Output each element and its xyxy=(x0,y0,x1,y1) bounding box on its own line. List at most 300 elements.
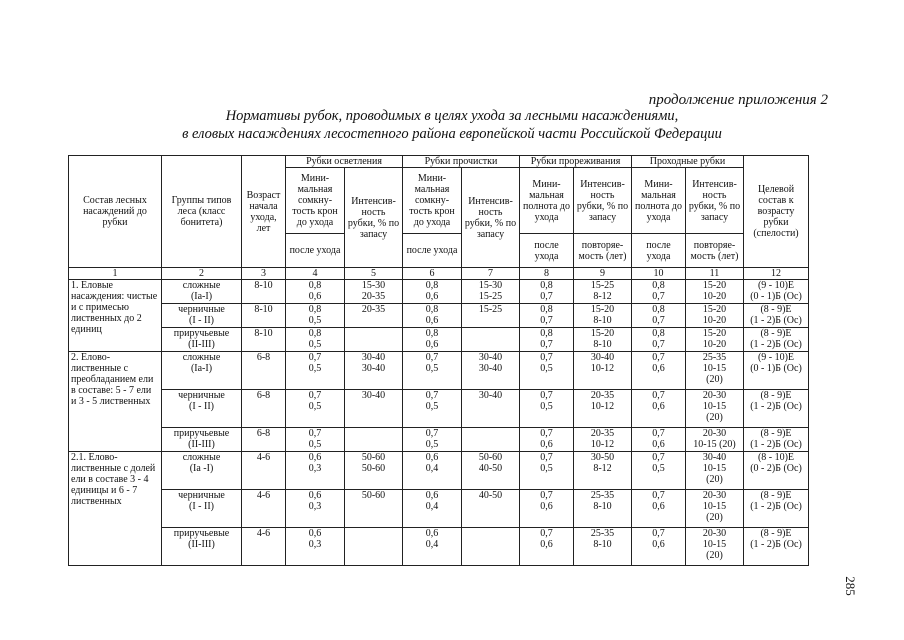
cell-line: 0,4 xyxy=(425,539,439,550)
cell-line: 10-20 xyxy=(702,315,727,326)
header-min-closure-1: Мини-мальная сомкну-тость крон до ухода xyxy=(286,168,345,234)
start-age-cell: 8-10 xyxy=(242,280,286,304)
cell-line: 0,8 xyxy=(308,304,322,315)
value-cell-c4 xyxy=(286,490,345,528)
cell-line: 0,8 xyxy=(425,304,439,315)
value-cell-c5 xyxy=(345,304,403,328)
cell-line: 20-30 xyxy=(702,428,727,439)
value-cell-c9 xyxy=(574,528,632,566)
value-cell-c5 xyxy=(345,490,403,528)
value-cell-c7 xyxy=(462,528,520,566)
cell-line: 0,7 xyxy=(652,339,665,350)
cell-line: 0,8 xyxy=(308,280,322,291)
start-age-cell: 4-6 xyxy=(242,490,286,528)
column-number: 6 xyxy=(403,268,462,280)
value-cell-c9 xyxy=(574,428,632,452)
header-after-care-4: после ухода xyxy=(632,234,686,268)
cell-line: 0,8 xyxy=(652,328,665,339)
cell-line: (Ia -I) xyxy=(189,463,214,474)
value-cell-c12 xyxy=(744,528,809,566)
cell-line: (20) xyxy=(706,374,723,385)
cell-line: (1 - 2)Б (Ос) xyxy=(750,539,802,550)
header-composition: Состав лесных насаждений до рубки xyxy=(69,156,162,268)
header-prokhodnye: Проходные рубки xyxy=(632,156,744,168)
cell-line: черничные xyxy=(178,390,225,401)
cell-line: 0,7 xyxy=(540,428,553,439)
value-cell-c6 xyxy=(403,280,462,304)
cell-line: 0,6 xyxy=(652,363,665,374)
cell-line: 10-15 xyxy=(702,463,727,474)
cell-line: приручьевые xyxy=(173,328,230,339)
cell-line: 0,7 xyxy=(652,390,665,401)
cell-line xyxy=(347,501,400,512)
cell-line: 30-40 xyxy=(702,452,727,463)
cell-line: 0,6 xyxy=(425,490,439,501)
appendix-label: продолжение приложения 2 xyxy=(648,92,828,108)
cell-line: 0,7 xyxy=(652,291,665,302)
column-number: 10 xyxy=(632,268,686,280)
cell-line: 0,8 xyxy=(652,280,665,291)
cell-line: (9 - 10)Е xyxy=(757,352,795,363)
cell-line: 15-25 xyxy=(590,280,615,291)
forest-type-cell xyxy=(162,304,242,328)
value-cell-c7 xyxy=(462,490,520,528)
cell-line: 15-20 xyxy=(702,280,727,291)
cell-line: 0,8 xyxy=(308,328,322,339)
cell-line: (8 - 9)Е xyxy=(760,528,792,539)
cell-line: 0,6 xyxy=(652,401,665,412)
cell-line: 20-35 xyxy=(590,390,615,401)
column-number: 1 xyxy=(69,268,162,280)
section-composition: 1. Еловые насаждения: чистые и с примесью лиственных до 2 единиц xyxy=(69,280,162,352)
value-cell-c5 xyxy=(345,452,403,490)
cell-line: 30-40 xyxy=(361,352,386,363)
forest-type-cell xyxy=(162,280,242,304)
cell-line xyxy=(464,339,517,350)
cell-line: 0,7 xyxy=(540,452,553,463)
cell-line: 30-40 xyxy=(478,363,503,374)
cell-line: 0,5 xyxy=(308,439,322,450)
cell-line: 0,8 xyxy=(540,280,553,291)
cell-line: (20) xyxy=(706,550,723,561)
cell-line: 10-15 xyxy=(702,363,727,374)
table-row xyxy=(69,528,809,566)
value-cell-c9 xyxy=(574,352,632,390)
column-number: 9 xyxy=(574,268,632,280)
cell-line xyxy=(464,315,517,326)
cell-line xyxy=(464,328,517,339)
cell-line: 25-35 xyxy=(590,490,615,501)
header-intensity-3: Интенсив-ность рубки, % по запасу xyxy=(574,168,632,234)
cell-line: сложные xyxy=(182,352,221,363)
value-cell-c7 xyxy=(462,390,520,428)
value-cell-c12 xyxy=(744,328,809,352)
cell-line: 25-35 xyxy=(702,352,727,363)
value-cell-c8 xyxy=(520,452,574,490)
value-cell-c5 xyxy=(345,352,403,390)
header-after-care-3: после ухода xyxy=(520,234,574,268)
header-forest-groups: Группы типов леса (класс бонитета) xyxy=(162,156,242,268)
section-composition: 2.1. Елово-лиственные с долей ели в составе 3 - 4 единицы и 6 - 7 лиственных xyxy=(69,452,162,566)
cell-line: 0,7 xyxy=(308,352,322,363)
cell-line: 15-30 xyxy=(478,280,503,291)
value-cell-c6 xyxy=(403,328,462,352)
value-cell-c5 xyxy=(345,528,403,566)
cell-line: 10-12 xyxy=(590,439,615,450)
header-repeatability-1: повторяе-мость (лет) xyxy=(574,234,632,268)
value-cell-c9 xyxy=(574,452,632,490)
value-cell-c10 xyxy=(632,280,686,304)
value-cell-c11 xyxy=(686,490,744,528)
cell-line: 10-15 xyxy=(702,539,727,550)
cell-line: 30-40 xyxy=(361,363,386,374)
cell-line: 0,5 xyxy=(308,401,322,412)
cell-line: 10-20 xyxy=(702,291,727,302)
cell-line: 8-10 xyxy=(593,315,612,326)
forest-type-cell xyxy=(162,352,242,390)
cell-line xyxy=(347,315,400,326)
cell-line: 0,6 xyxy=(652,501,665,512)
value-cell-c12 xyxy=(744,352,809,390)
column-number: 4 xyxy=(286,268,345,280)
value-cell-c6 xyxy=(403,304,462,328)
start-age-cell: 6-8 xyxy=(242,352,286,390)
cell-line: (I - II) xyxy=(189,501,214,512)
value-cell-c11 xyxy=(686,428,744,452)
cell-line: 0,7 xyxy=(652,315,665,326)
cell-line: 20-30 xyxy=(702,390,727,401)
cell-line: 40-50 xyxy=(478,490,503,501)
cell-line: 15-25 xyxy=(478,291,503,302)
cell-line: 0,7 xyxy=(540,291,553,302)
forest-type-cell xyxy=(162,490,242,528)
value-cell-c12 xyxy=(744,452,809,490)
cell-line: приручьевые xyxy=(173,528,230,539)
cell-line: 8-10 xyxy=(593,539,612,550)
forest-type-cell xyxy=(162,390,242,428)
value-cell-c4 xyxy=(286,280,345,304)
norms-table xyxy=(68,155,809,566)
cell-line: 0,7 xyxy=(540,528,553,539)
cell-line: 0,6 xyxy=(308,452,322,463)
cell-line: (20) xyxy=(706,474,723,485)
cell-line: 10-15 xyxy=(702,401,727,412)
value-cell-c5 xyxy=(345,390,403,428)
value-cell-c11 xyxy=(686,304,744,328)
value-cell-c8 xyxy=(520,328,574,352)
header-min-density-1: Мини-мальная полнота до ухода xyxy=(520,168,574,234)
value-cell-c7 xyxy=(462,304,520,328)
cell-line: 0,7 xyxy=(425,352,439,363)
cell-line: 0,5 xyxy=(425,401,439,412)
value-cell-c9 xyxy=(574,328,632,352)
cell-line: 50-60 xyxy=(361,463,386,474)
value-cell-c7 xyxy=(462,452,520,490)
cell-line: (1 - 2)Б (Ос) xyxy=(750,401,802,412)
table-row xyxy=(69,452,809,490)
column-number: 8 xyxy=(520,268,574,280)
header-intensity-2: Интенсив-ность рубки, % по запасу xyxy=(462,168,520,268)
header-intensity-1: Интенсив-ность рубки, % по запасу xyxy=(345,168,403,268)
cell-line: 0,8 xyxy=(540,304,553,315)
value-cell-c11 xyxy=(686,390,744,428)
cell-line: 0,6 xyxy=(308,291,322,302)
cell-line: 0,3 xyxy=(308,463,322,474)
cell-line: 0,6 xyxy=(425,315,439,326)
cell-line: 0,7 xyxy=(540,490,553,501)
cell-line: черничные xyxy=(178,490,225,501)
value-cell-c7 xyxy=(462,352,520,390)
start-age-cell: 8-10 xyxy=(242,328,286,352)
table-row xyxy=(69,328,809,352)
cell-line: (II-III) xyxy=(188,339,215,350)
cell-line xyxy=(464,439,517,450)
value-cell-c4 xyxy=(286,352,345,390)
cell-line: (I - II) xyxy=(189,401,214,412)
cell-line xyxy=(464,401,517,412)
page-title-line-1: Нормативы рубок, проводимых в целях ухода за лесными насаждениями, xyxy=(225,108,679,124)
cell-line: 0,5 xyxy=(652,463,665,474)
value-cell-c8 xyxy=(520,304,574,328)
cell-line: 15-20 xyxy=(702,328,727,339)
cell-line xyxy=(464,528,517,539)
cell-line: черничные xyxy=(178,304,225,315)
value-cell-c10 xyxy=(632,304,686,328)
value-cell-c8 xyxy=(520,390,574,428)
value-cell-c8 xyxy=(520,428,574,452)
cell-line: 15-20 xyxy=(590,304,615,315)
start-age-cell: 6-8 xyxy=(242,390,286,428)
header-prorezhivaniya: Рубки прореживания xyxy=(520,156,632,168)
header-repeatability-2: повторяе-мость (лет) xyxy=(686,234,744,268)
value-cell-c9 xyxy=(574,304,632,328)
cell-line: 10-15 xyxy=(702,501,727,512)
cell-line: 0,7 xyxy=(425,390,439,401)
cell-line: 0,8 xyxy=(652,304,665,315)
cell-line: (8 - 10)Е xyxy=(757,452,795,463)
value-cell-c11 xyxy=(686,328,744,352)
cell-line: 50-60 xyxy=(361,490,386,501)
cell-line: (20) xyxy=(706,412,723,423)
value-cell-c7 xyxy=(462,280,520,304)
cell-line: 0,7 xyxy=(540,352,553,363)
cell-line: 15-25 xyxy=(478,304,503,315)
cell-line: 0,5 xyxy=(308,339,322,350)
header-after-care-2: после ухода xyxy=(403,234,462,268)
value-cell-c7 xyxy=(462,428,520,452)
value-cell-c10 xyxy=(632,490,686,528)
column-numbers-row xyxy=(69,268,809,280)
forest-type-cell xyxy=(162,328,242,352)
cell-line: 20-35 xyxy=(361,291,386,302)
header-after-care-1: после ухода xyxy=(286,234,345,268)
cell-line: (I - II) xyxy=(189,315,214,326)
cell-line: 0,5 xyxy=(540,363,553,374)
cell-line: 0,5 xyxy=(425,439,439,450)
start-age-cell: 8-10 xyxy=(242,304,286,328)
cell-line: 0,7 xyxy=(308,390,322,401)
value-cell-c12 xyxy=(744,490,809,528)
value-cell-c9 xyxy=(574,390,632,428)
start-age-cell: 4-6 xyxy=(242,528,286,566)
cell-line: 0,8 xyxy=(540,328,553,339)
value-cell-c7 xyxy=(462,328,520,352)
cell-line: (II-III) xyxy=(188,439,215,450)
forest-type-cell xyxy=(162,428,242,452)
table-row xyxy=(69,352,809,390)
cell-line: 10-15 (20) xyxy=(693,439,736,450)
cell-line: приручьевые xyxy=(173,428,230,439)
value-cell-c5 xyxy=(345,328,403,352)
value-cell-c9 xyxy=(574,490,632,528)
value-cell-c5 xyxy=(345,280,403,304)
cell-line: 20-35 xyxy=(361,304,386,315)
cell-line: (1 - 2)Б (Ос) xyxy=(750,339,802,350)
cell-line: (Ia-I) xyxy=(190,291,213,302)
cell-line: 8-10 xyxy=(593,501,612,512)
page-number: 285 xyxy=(842,576,858,596)
cell-line: 0,6 xyxy=(308,528,322,539)
cell-line: 8-12 xyxy=(593,291,612,302)
cell-line: 15-20 xyxy=(702,304,727,315)
cell-line: 10-12 xyxy=(590,401,615,412)
value-cell-c8 xyxy=(520,280,574,304)
header-prochistki: Рубки прочистки xyxy=(403,156,520,168)
cell-line: 15-20 xyxy=(590,328,615,339)
start-age-cell: 6-8 xyxy=(242,428,286,452)
value-cell-c4 xyxy=(286,528,345,566)
cell-line: 0,8 xyxy=(425,280,439,291)
cell-line: 20-30 xyxy=(702,528,727,539)
table-row xyxy=(69,304,809,328)
cell-line: 30-40 xyxy=(478,390,503,401)
cell-line: 8-12 xyxy=(593,463,612,474)
column-number: 12 xyxy=(744,268,809,280)
header-target-composition: Целевой состав к возрасту рубки (спелости) xyxy=(744,156,809,268)
cell-line: (8 - 9)Е xyxy=(760,328,792,339)
cell-line: 20-35 xyxy=(590,428,615,439)
cell-line xyxy=(347,539,400,550)
cell-line: (9 - 10)Е xyxy=(757,280,795,291)
cell-line: 0,6 xyxy=(540,439,553,450)
header-osvetleniya: Рубки осветления xyxy=(286,156,403,168)
column-number: 5 xyxy=(345,268,403,280)
cell-line: 0,5 xyxy=(308,363,322,374)
cell-line: 0,7 xyxy=(308,428,322,439)
value-cell-c12 xyxy=(744,428,809,452)
header-start-age: Возраст начала ухода, лет xyxy=(242,156,286,268)
cell-line: 25-35 xyxy=(590,528,615,539)
forest-type-cell xyxy=(162,452,242,490)
cell-line: 30-40 xyxy=(361,390,386,401)
value-cell-c5 xyxy=(345,428,403,452)
cell-line: 0,8 xyxy=(425,328,439,339)
cell-line xyxy=(347,339,400,350)
cell-line xyxy=(347,528,400,539)
cell-line: 0,3 xyxy=(308,501,322,512)
cell-line: 0,6 xyxy=(425,339,439,350)
value-cell-c8 xyxy=(520,352,574,390)
cell-line: 0,4 xyxy=(425,501,439,512)
cell-line: 40-50 xyxy=(478,463,503,474)
cell-line: 0,6 xyxy=(540,539,553,550)
cell-line: 0,3 xyxy=(308,539,322,550)
cell-line: (II-III) xyxy=(188,539,215,550)
cell-line: (8 - 9)Е xyxy=(760,304,792,315)
cell-line: 30-40 xyxy=(590,352,615,363)
value-cell-c9 xyxy=(574,280,632,304)
table-row xyxy=(69,390,809,428)
value-cell-c4 xyxy=(286,428,345,452)
cell-line: (1 - 2)Б (Ос) xyxy=(750,501,802,512)
cell-line: 30-50 xyxy=(590,452,615,463)
value-cell-c11 xyxy=(686,528,744,566)
cell-line: 0,7 xyxy=(540,339,553,350)
cell-line xyxy=(464,428,517,439)
header-min-closure-2: Мини-мальная сомкну-тость крон до ухода xyxy=(403,168,462,234)
value-cell-c6 xyxy=(403,452,462,490)
cell-line: 0,6 xyxy=(652,439,665,450)
value-cell-c10 xyxy=(632,390,686,428)
value-cell-c8 xyxy=(520,490,574,528)
cell-line: 50-60 xyxy=(478,452,503,463)
cell-line: 0,7 xyxy=(652,452,665,463)
cell-line: (8 - 9)Е xyxy=(760,390,792,401)
cell-line xyxy=(347,428,400,439)
value-cell-c11 xyxy=(686,352,744,390)
value-cell-c4 xyxy=(286,304,345,328)
value-cell-c6 xyxy=(403,390,462,428)
section-composition: 2. Елово-лиственные с преобладанием ели в составе: 5 - 7 ели и 3 - 5 лиственных xyxy=(69,352,162,452)
cell-line: (0 - 1)Б (Ос) xyxy=(750,363,802,374)
value-cell-c4 xyxy=(286,390,345,428)
cell-line xyxy=(347,401,400,412)
value-cell-c6 xyxy=(403,428,462,452)
cell-line: 10-20 xyxy=(702,339,727,350)
value-cell-c4 xyxy=(286,452,345,490)
value-cell-c10 xyxy=(632,428,686,452)
value-cell-c6 xyxy=(403,528,462,566)
cell-line: 50-60 xyxy=(361,452,386,463)
value-cell-c12 xyxy=(744,280,809,304)
cell-line: 20-30 xyxy=(702,490,727,501)
cell-line: 0,7 xyxy=(652,352,665,363)
cell-line: 0,6 xyxy=(540,501,553,512)
cell-line: 0,7 xyxy=(540,390,553,401)
value-cell-c6 xyxy=(403,352,462,390)
column-number: 3 xyxy=(242,268,286,280)
cell-line: (Ia-I) xyxy=(190,363,213,374)
cell-line: сложные xyxy=(182,280,221,291)
value-cell-c11 xyxy=(686,452,744,490)
table-row xyxy=(69,428,809,452)
cell-line: 10-12 xyxy=(590,363,615,374)
cell-line: 0,6 xyxy=(425,452,439,463)
table-row xyxy=(69,280,809,304)
header-intensity-4: Интенсив-ность рубки, % по запасу xyxy=(686,168,744,234)
cell-line: 0,7 xyxy=(540,315,553,326)
value-cell-c4 xyxy=(286,328,345,352)
cell-line: 0,4 xyxy=(425,463,439,474)
cell-line: (1 - 2)Б (Ос) xyxy=(750,315,802,326)
value-cell-c10 xyxy=(632,352,686,390)
cell-line: 0,7 xyxy=(425,428,439,439)
value-cell-c11 xyxy=(686,280,744,304)
value-cell-c12 xyxy=(744,304,809,328)
page-title-line-2: в еловых насаждениях лесостепного района европейской части Российской Федерации xyxy=(182,126,722,142)
cell-line: (8 - 9)Е xyxy=(760,490,792,501)
cell-line: 0,5 xyxy=(425,363,439,374)
